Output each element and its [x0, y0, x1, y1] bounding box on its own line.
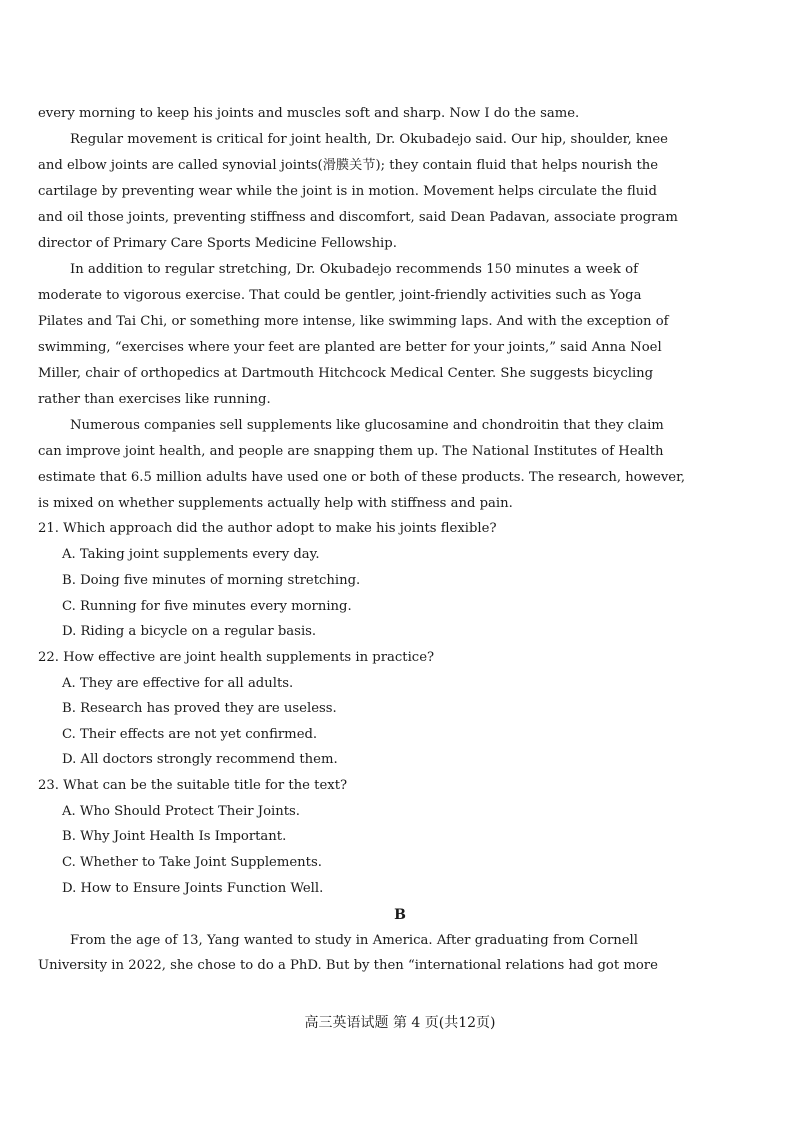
passage-line: University in 2022, she chose to do a PhD. But by then “international relations had got more [38, 958, 658, 973]
passage-line: estimate that 6.5 million adults have used one or both of these products. The research, however, [38, 470, 686, 485]
passage-line: every morning to keep his joints and muscles soft and sharp. Now I do the same. [38, 106, 580, 121]
passage-line: Numerous companies sell supplements like glucosamine and chondroitin that they claim [70, 418, 664, 433]
passage-line: swimming, “exercises where your feet are planted are better for your joints,” said Anna Noel [38, 340, 662, 355]
passage-line: can improve joint health, and people are snapping them up. The National Institutes of Health [38, 444, 664, 459]
answer-option: D. How to Ensure Joints Function Well. [62, 881, 324, 896]
passage-line: and oil those joints, preventing stiffness and discomfort, said Dean Padavan, associate program [38, 210, 678, 225]
passage-line: In addition to regular stretching, Dr. Okubadejo recommends 150 minutes a week of [70, 262, 638, 277]
passage-line: rather than exercises like running. [38, 392, 271, 407]
answer-option: A. Who Should Protect Their Joints. [62, 804, 300, 819]
passage-line: moderate to vigorous exercise. That could be gentler, joint-friendly activities such as Yoga [38, 288, 642, 303]
section-heading: B [394, 907, 406, 923]
passage-line: director of Primary Care Sports Medicine Fellowship. [38, 236, 397, 251]
answer-option: D. All doctors strongly recommend them. [62, 752, 338, 767]
passage-line: cartilage by preventing wear while the joint is in motion. Movement helps circulate the fluid [38, 184, 657, 199]
answer-option: C. Their effects are not yet confirmed. [62, 727, 318, 742]
question-stem: 22. How effective are joint health supplements in practice? [38, 650, 435, 665]
answer-option: C. Running for five minutes every morning. [62, 599, 352, 614]
passage-line: is mixed on whether supplements actually help with stiffness and pain. [38, 496, 513, 511]
answer-option: D. Riding a bicycle on a regular basis. [62, 624, 317, 639]
question-stem: 21. Which approach did the author adopt to make his joints flexible? [38, 521, 497, 536]
passage-line: and elbow joints are called synovial joints(滑膜关节); they contain fluid that helps nourish the [38, 158, 659, 173]
question-stem: 23. What can be the suitable title for the text? [38, 778, 348, 793]
passage-line: From the age of 13, Yang wanted to study in America. After graduating from Cornell [70, 933, 638, 948]
answer-option: B. Research has proved they are useless. [62, 701, 337, 716]
answer-option: C. Whether to Take Joint Supplements. [62, 855, 322, 870]
passage-line: Miller, chair of orthopedics at Dartmouth Hitchcock Medical Center. She suggests bicycling [38, 366, 654, 381]
answer-option: B. Why Joint Health Is Important. [62, 829, 287, 844]
answer-option: A. They are effective for all adults. [62, 676, 294, 691]
page-footer: 高三英语试题 第 4 页(共12页) [304, 1015, 496, 1031]
answer-option: B. Doing five minutes of morning stretching. [62, 573, 361, 588]
passage-line: Pilates and Tai Chi, or something more intense, like swimming laps. And with the exception of [38, 314, 669, 329]
passage-line: Regular movement is critical for joint health, Dr. Okubadejo said. Our hip, shoulder, knee [70, 132, 668, 147]
answer-option: A. Taking joint supplements every day. [62, 547, 320, 562]
